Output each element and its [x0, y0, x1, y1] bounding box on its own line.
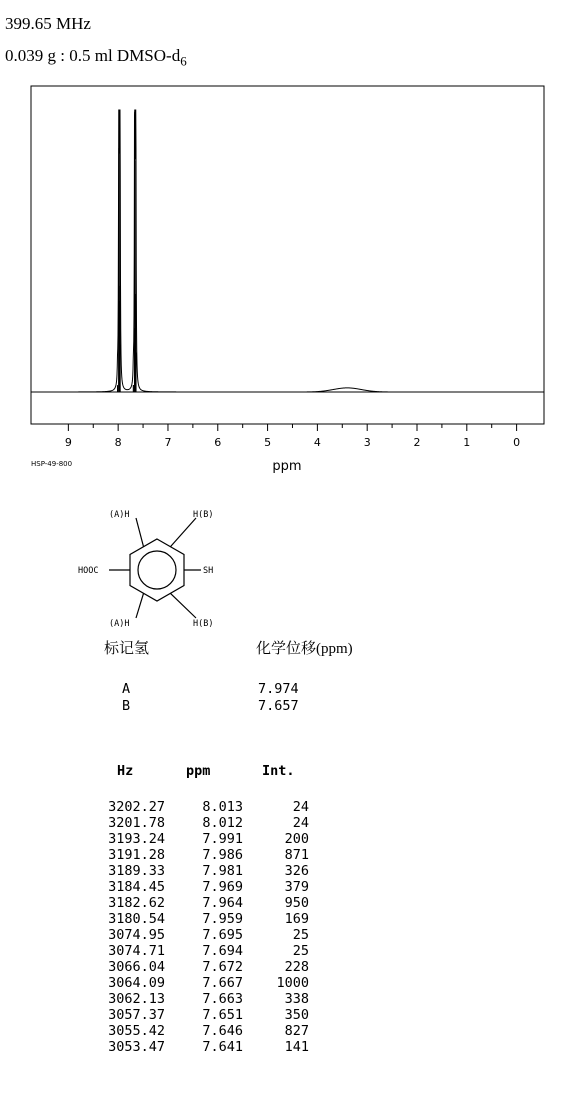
spectrometer-frequency: 399.65 MHz [5, 14, 91, 33]
peak-int: 24 [292, 815, 309, 831]
bond-h-top-right [171, 518, 197, 547]
peak-hz: 3182.62 [108, 895, 165, 911]
assignment-shift-header: 化学位移(ppm) [256, 641, 353, 657]
peak-hz: 3064.09 [108, 975, 165, 991]
aromatic-circle [138, 551, 176, 589]
x-axis-label: ppm [272, 459, 302, 474]
peak-ppm: 7.646 [202, 1023, 243, 1039]
peak-ppm: 7.986 [202, 847, 243, 863]
peak-ppm: 7.694 [202, 943, 243, 959]
peak-int: 25 [292, 927, 309, 943]
peak-hz: 3074.71 [108, 943, 165, 959]
peak-int: 950 [284, 895, 309, 911]
x-tick-label: 2 [413, 436, 421, 449]
assignment-shift-a: 7.974 [258, 681, 299, 697]
x-tick-label: 0 [513, 436, 521, 449]
sample-text: 0.039 g : 0.5 ml DMSO-d [5, 46, 181, 65]
peak-hz: 3180.54 [108, 911, 165, 927]
peak-ppm: 7.641 [202, 1039, 243, 1055]
bond-h-bottom-right [171, 593, 197, 618]
peak-table-header-int: Int. [262, 763, 295, 779]
peak-int: 169 [284, 911, 309, 927]
peak-int: 200 [284, 831, 309, 847]
h-label-top-right: H(B) [193, 510, 214, 520]
peak-int: 228 [284, 959, 309, 975]
peak-hz: 3189.33 [108, 863, 165, 879]
peak-hz: 3184.45 [108, 879, 165, 895]
peak-ppm: 7.981 [202, 863, 243, 879]
bond-h-bottom-left [136, 593, 144, 618]
peak-ppm: 7.672 [202, 959, 243, 975]
assignment-shift-b: 7.657 [258, 698, 299, 714]
peak-hz: 3055.42 [108, 1023, 165, 1039]
group-cooh: HOOC [78, 566, 99, 576]
peak-int: 24 [292, 799, 309, 815]
peak-int: 1000 [276, 975, 309, 991]
peak-hz: 3066.04 [108, 959, 165, 975]
group-sh: SH [203, 566, 214, 576]
x-tick-label: 6 [214, 436, 222, 449]
peak-ppm: 7.667 [202, 975, 243, 991]
peak-int: 350 [284, 1007, 309, 1023]
h-label-top-left: (A)H [109, 510, 130, 520]
x-tick-label: 7 [164, 436, 172, 449]
peak-hz: 3062.13 [108, 991, 165, 1007]
assignment-label-a: A [122, 681, 131, 697]
spectrum-code: HSP-49-800 [31, 460, 73, 468]
peak-ppm: 7.969 [202, 879, 243, 895]
x-tick-label: 5 [264, 436, 272, 449]
peak-int: 326 [284, 863, 309, 879]
peak-int: 141 [284, 1039, 309, 1055]
peak-hz: 3202.27 [108, 799, 165, 815]
h-label-bottom-left: (A)H [109, 619, 130, 629]
x-tick-label: 3 [363, 436, 371, 449]
x-tick-label: 4 [313, 436, 321, 449]
peak-ppm: 8.012 [202, 815, 243, 831]
assignment-label-b: B [122, 698, 131, 714]
assignment-label-header: 标记氢 [104, 641, 150, 657]
x-tick-label: 1 [463, 436, 471, 449]
peak-hz: 3201.78 [108, 815, 165, 831]
peak-int: 827 [284, 1023, 309, 1039]
peak-int: 379 [284, 879, 309, 895]
peak-hz: 3057.37 [108, 1007, 165, 1023]
x-tick-label: 8 [114, 436, 122, 449]
peak-table-header-hz: Hz [117, 763, 134, 779]
x-tick-label: 9 [64, 436, 72, 449]
peak-int: 25 [292, 943, 309, 959]
sample-subscript: 6 [180, 53, 187, 69]
bond-h-top-left [136, 518, 144, 547]
peak-int: 871 [284, 847, 309, 863]
peak-hz: 3191.28 [108, 847, 165, 863]
peak-ppm: 7.991 [202, 831, 243, 847]
peak-ppm: 7.663 [202, 991, 243, 1007]
peak-ppm: 7.695 [202, 927, 243, 943]
peak-hz: 3074.95 [108, 927, 165, 943]
peak-ppm: 7.964 [202, 895, 243, 911]
peak-ppm: 7.651 [202, 1007, 243, 1023]
peak-table-header-ppm: ppm [186, 763, 211, 779]
peak-ppm: 8.013 [202, 799, 243, 815]
peak-hz: 3053.47 [108, 1039, 165, 1055]
peak-int: 338 [284, 991, 309, 1007]
peak-ppm: 7.959 [202, 911, 243, 927]
h-label-bottom-right: H(B) [193, 619, 214, 629]
benzene-ring [109, 518, 201, 618]
peak-hz: 3193.24 [108, 831, 165, 847]
